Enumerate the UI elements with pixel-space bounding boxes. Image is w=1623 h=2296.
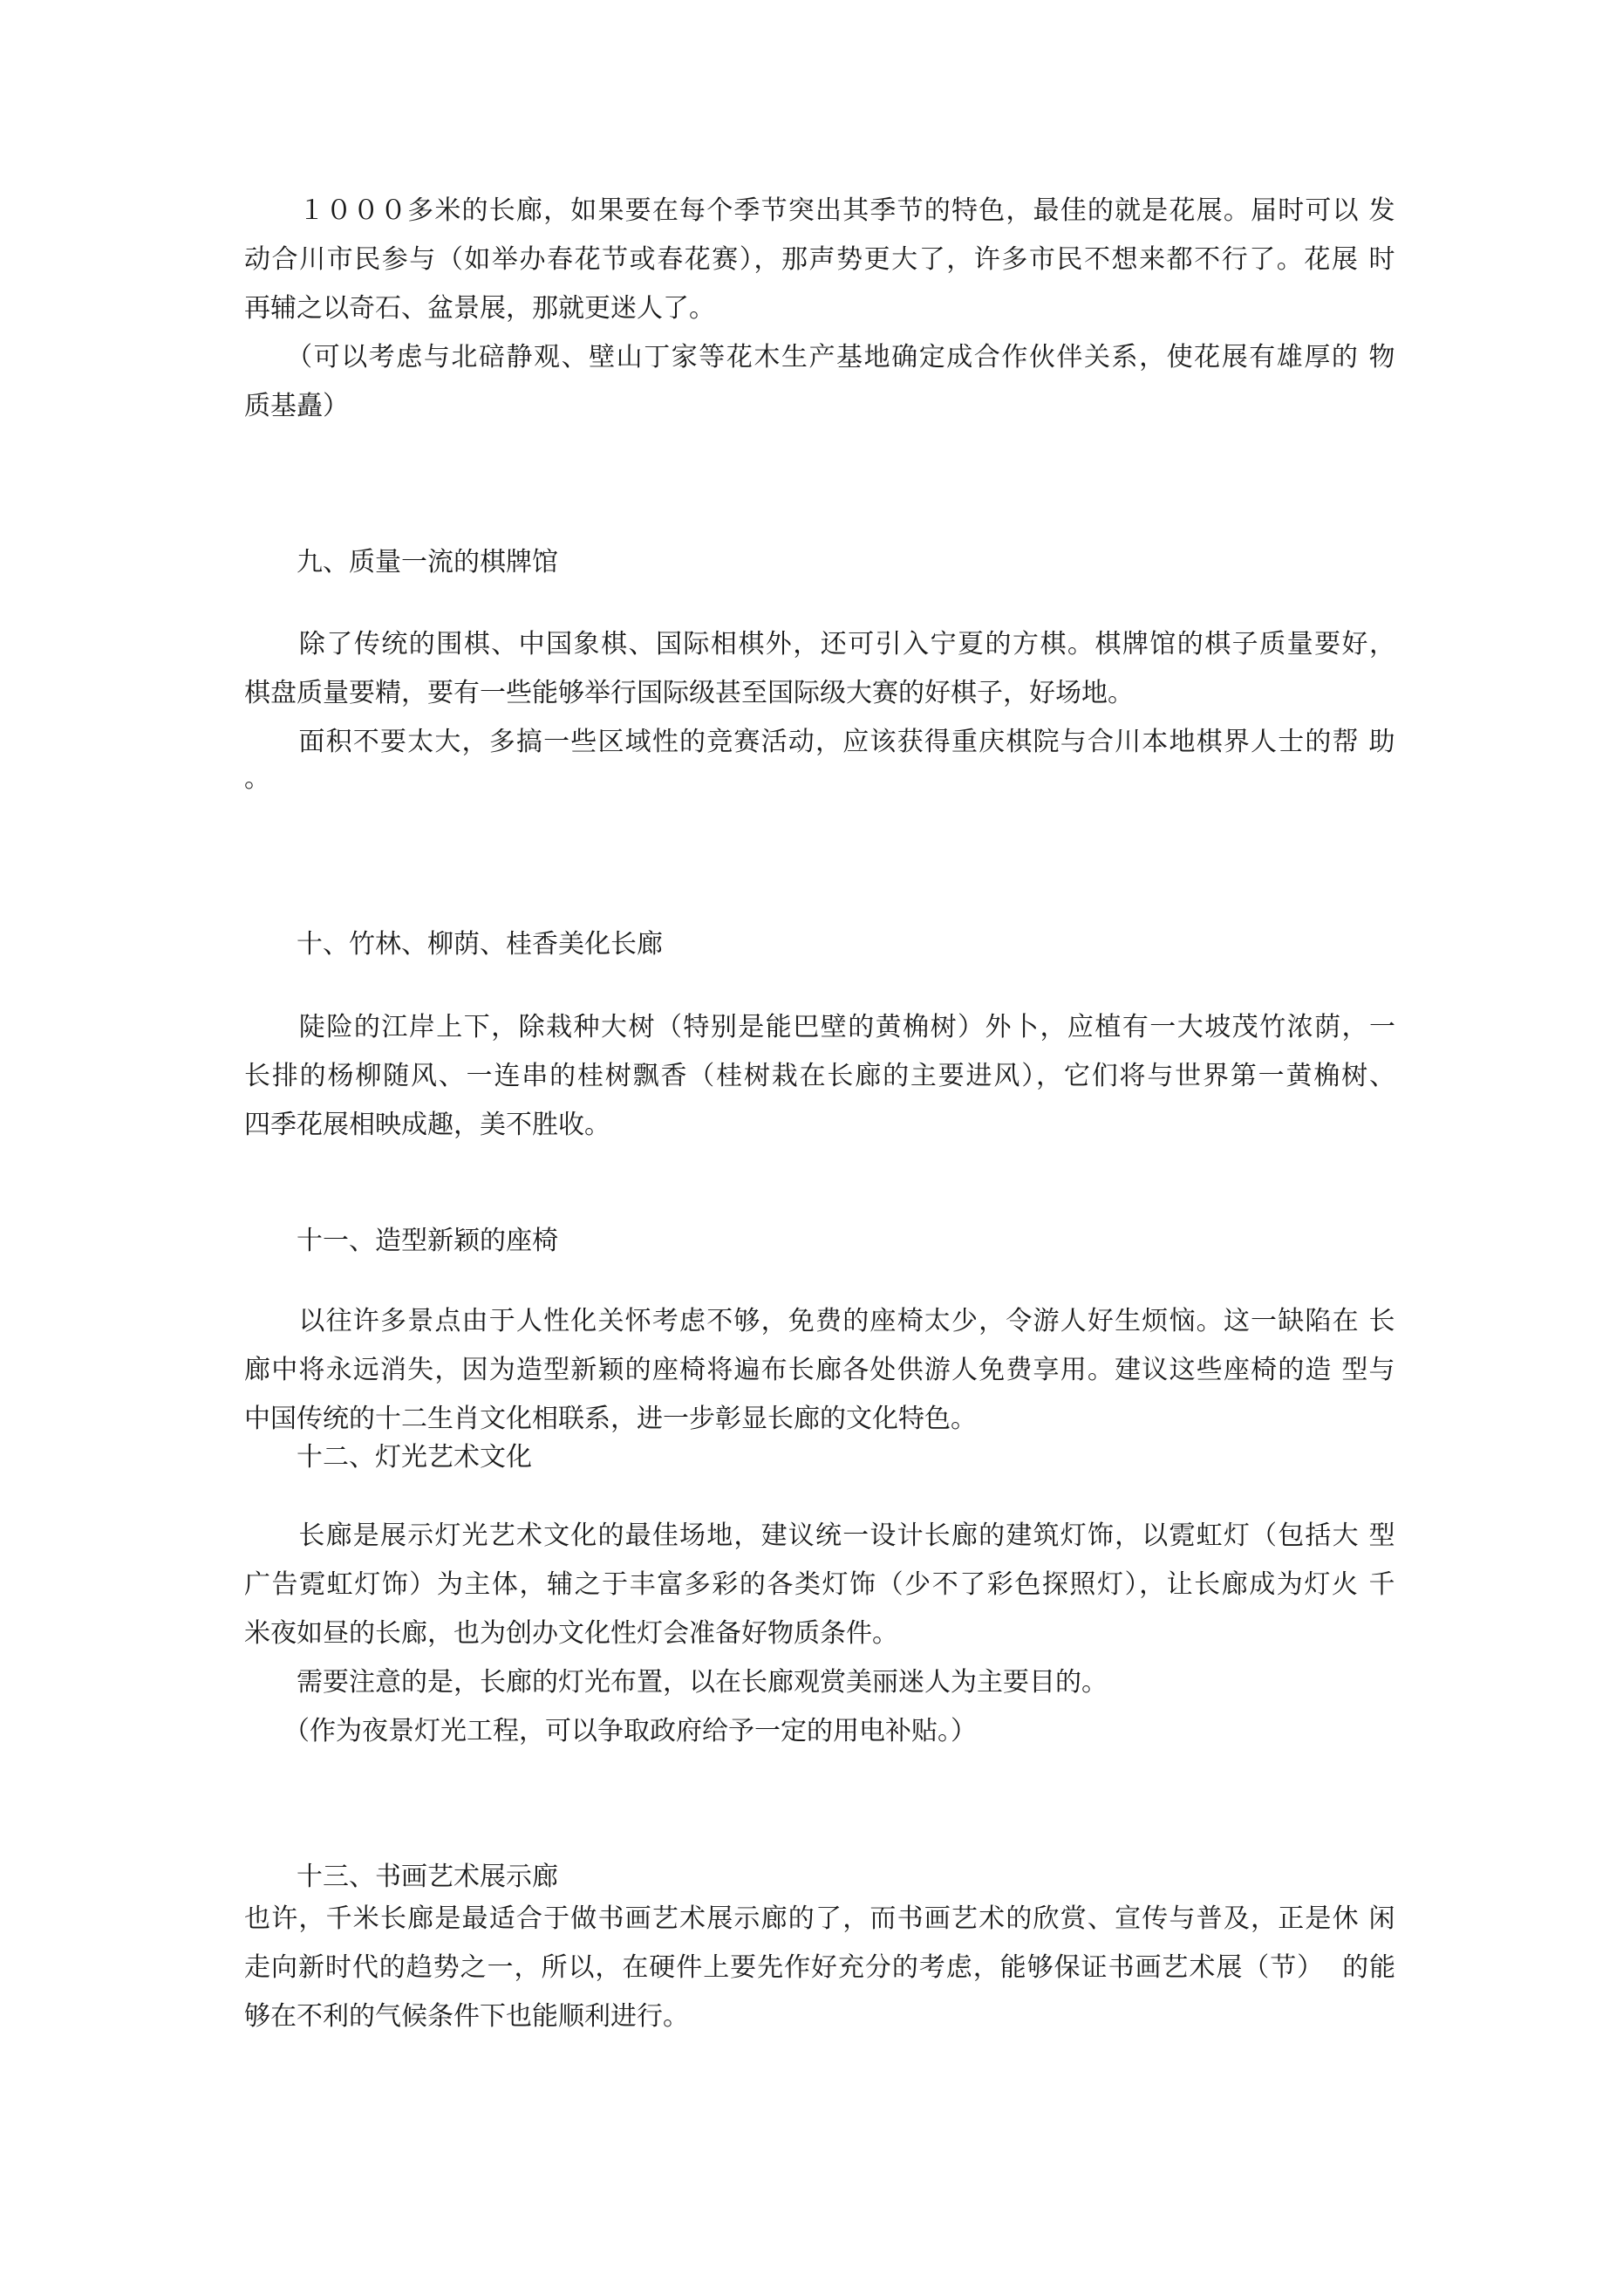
paragraph-line: 除了传统的围棋、中国象棋、国际相棋外，还可引入宁夏的方棋。棋牌馆的棋子质量要好， <box>244 629 1397 659</box>
paragraph-line: 也许，千米长廊是最适合于做书画艺术展示廊的了，而书画艺术的欣赏、宣传与普及，正是休 闲 <box>244 1903 1396 1934</box>
paragraph-line: １０００多米的长廊，如果要在每个季节突出其季节的特色，最佳的就是花展。届时可以 发 <box>244 195 1396 226</box>
section-heading: 十一、造型新颖的座椅 <box>244 1226 558 1256</box>
paragraph-line: 廊中将永远消失，因为造型新颖的座椅将遍布长廊各处供游人免费享用。建议这些座椅的造 型与 <box>244 1355 1396 1385</box>
paragraph-line: 长廊是展示灯光艺术文化的最佳场地，建议统一设计长廊的建筑灯饰，以霓虹灯（包括大 型 <box>244 1520 1396 1551</box>
paragraph-line: 够在不利的气候条件下也能顺利进行。 <box>244 2001 689 2032</box>
paragraph-line: 走向新时代的趋势之一，所以，在硬件上要先作好充分的考虑，能够保证书画艺术展（节） 的能 <box>244 1952 1397 1983</box>
paragraph-line: 面积不要太大，多搞一些区域性的竞赛活动，应该获得重庆棋院与合川本地棋界人士的帮 助 <box>244 727 1396 757</box>
paragraph-line: 。 <box>244 763 270 794</box>
paragraph-line: （可以考虑与北碚静观、壁山丁家等花木生产基地确定成合作伙伴关系，使花展有雄厚的 物 <box>244 342 1397 372</box>
paragraph-line: 动合川市民参与（如举办春花节或春花赛），那声势更大了，许多市民不想来都不行了。花展 时 <box>244 244 1397 275</box>
section-heading: 十、竹林、柳荫、桂香美化长廊 <box>244 929 663 960</box>
paragraph-line: 米夜如昼的长廊，也为创办文化性灯会准备好物质条件。 <box>244 1618 898 1649</box>
section-heading: 十三、书画艺术展示廊 <box>244 1862 558 1892</box>
paragraph-line: 以往许多景点由于人性化关怀考虑不够，免费的座椅太少，令游人好生烦恼。这一缺陷在 长 <box>244 1306 1396 1336</box>
paragraph-line: 四季花展相映成趣，美不胜收。 <box>244 1110 610 1140</box>
paragraph-line: 质基矗） <box>244 391 349 421</box>
paragraph-line: 再辅之以奇石、盆景展，那就更迷人了。 <box>244 293 715 324</box>
paragraph-line: 棋盘质量要精，要有一些能够举行国际级甚至国际级大赛的好棋子，好场地。 <box>244 678 1134 708</box>
section-heading: 十二、灯光艺术文化 <box>244 1442 532 1473</box>
paragraph-line: 广告霓虹灯饰）为主体，辅之于丰富多彩的各类灯饰（少不了彩色探照灯），让长廊成为灯火 千 <box>244 1569 1397 1600</box>
section-heading: 九、质量一流的棋牌馆 <box>244 547 558 577</box>
paragraph-line: 中国传统的十二生肖文化相联系，进一步彰显长廊的文化特色。 <box>244 1404 977 1434</box>
paragraph-line: 长排的杨柳随风、一连串的桂树飘香（桂树栽在长廊的主要进风），它们将与世界第一黄桷树、 <box>244 1061 1397 1091</box>
paragraph-line: 需要注意的是，长廊的灯光布置，以在长廊观赏美丽迷人为主要目的。 <box>244 1667 1108 1698</box>
paragraph-line: 陡险的江岸上下，除栽种大树（特别是能巴壁的黄桷树）外卜，应植有一大坡茂竹浓荫，一 <box>244 1012 1397 1042</box>
paragraph-line: （作为夜景灯光工程，可以争取政府给予一定的用电补贴。） <box>244 1716 977 1746</box>
